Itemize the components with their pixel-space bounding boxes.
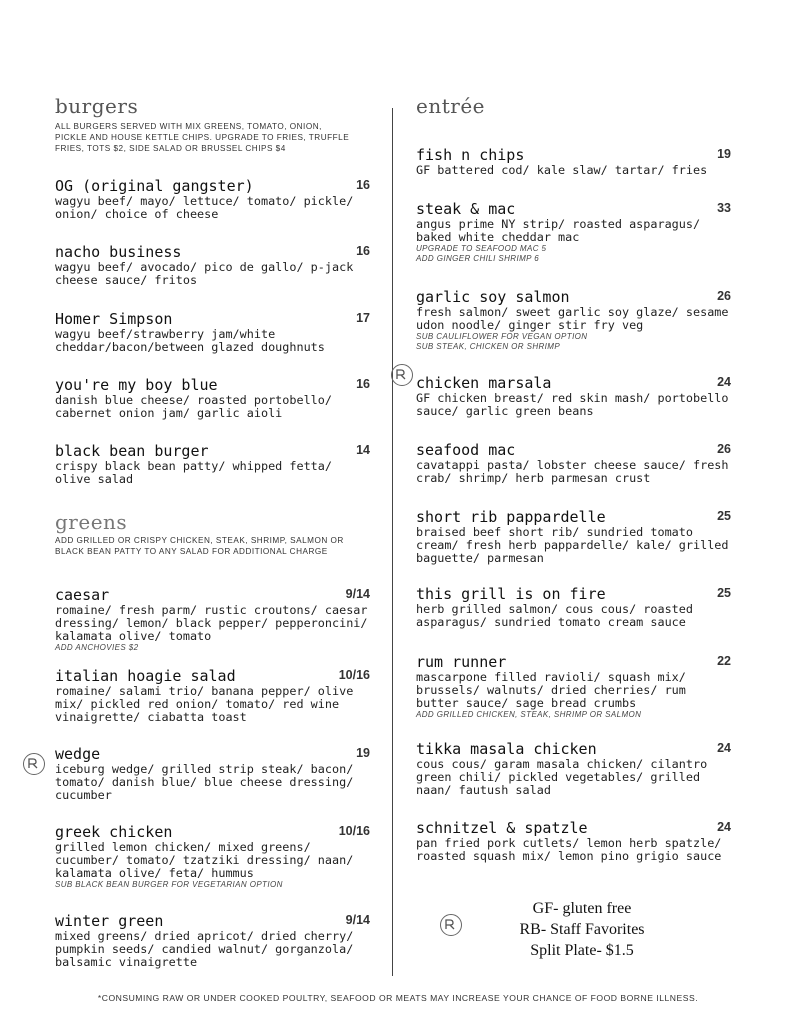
entree-title: entrée <box>416 94 485 118</box>
item-name: short rib pappardelle <box>416 508 606 526</box>
menu-item <box>416 441 731 485</box>
legend-rb: RB- Staff Favorites <box>519 921 645 938</box>
item-desc: cous cous/ garam masala chicken/ cilantro green chili/ pickled vegetables/ grilled naan/ fautush salad <box>416 757 708 797</box>
item-price: 24 <box>717 820 731 834</box>
item-desc: wagyu beef/strawberry jam/white cheddar/bacon/between glazed doughnuts <box>55 327 325 354</box>
menu-item <box>55 823 370 890</box>
menu-item <box>416 653 731 720</box>
item-note: SUB CAULIFLOWER FOR VEGAN OPTION <box>416 332 588 341</box>
item-name: tikka masala chicken <box>416 740 597 758</box>
menu-item <box>416 585 731 629</box>
legend-split-plate: Split Plate- $1.5 <box>530 942 634 959</box>
item-note: UPGRADE TO SEAFOOD MAC 5 <box>416 244 547 253</box>
item-name: schnitzel & spatzle <box>416 819 588 837</box>
item-desc: wagyu beef/ avocado/ pico de gallo/ p-jack cheese sauce/ fritos <box>55 260 354 287</box>
rb-staff-favorite-icon <box>23 753 45 775</box>
item-desc: braised beef short rib/ sundried tomato cream/ fresh herb pappardelle/ kale/ grilled baguette/ parmesan <box>416 525 729 565</box>
item-price: 10/16 <box>338 824 370 838</box>
item-desc: cavatappi pasta/ lobster cheese sauce/ fresh crab/ shrimp/ herb parmesan crust <box>416 458 729 485</box>
item-desc: mixed greens/ dried apricot/ dried cherry/ pumpkin seeds/ candied walnut/ gorganzola/ balsamic vinaigrette <box>55 929 354 969</box>
menu-item <box>416 819 731 863</box>
menu-item <box>55 912 370 969</box>
item-price: 25 <box>717 586 731 600</box>
item-price: 17 <box>356 311 370 325</box>
rb-staff-favorite-icon <box>440 914 462 936</box>
item-price: 19 <box>356 746 370 760</box>
menu-item <box>55 376 370 420</box>
menu-item <box>55 177 370 221</box>
disclaimer-footer: *CONSUMING RAW OR UNDER COOKED POULTRY, SEAFOOD OR MEATS MAY INCREASE YOUR CHANCE OF FOOD BORNE ILLNESS. <box>97 993 699 1003</box>
item-price: 33 <box>717 201 731 215</box>
menu-item <box>55 442 370 486</box>
item-name: OG (original gangster) <box>55 177 254 195</box>
item-name: fish n chips <box>416 146 525 164</box>
greens-title: greens <box>55 510 128 534</box>
item-price: 24 <box>717 741 731 755</box>
item-name: steak & mac <box>416 200 516 218</box>
item-name: caesar <box>55 586 110 604</box>
item-name: this grill is on fire <box>416 585 606 603</box>
menu-item <box>55 745 370 802</box>
item-name: rum runner <box>416 653 507 671</box>
item-desc: mascarpone filled ravioli/ squash mix/ brussels/ walnuts/ dried cherries/ rum butter sauce/ sage bread crumbs <box>416 670 686 710</box>
item-price: 25 <box>717 509 731 523</box>
item-desc: pan fried pork cutlets/ lemon herb spatzle/ roasted squash mix/ lemon pino grigio sauce <box>416 836 722 863</box>
item-desc: crispy black bean patty/ whipped fetta/ olive salad <box>55 459 332 486</box>
item-price: 9/14 <box>345 587 370 601</box>
item-name: winter green <box>55 912 164 930</box>
item-name: italian hoagie salad <box>55 667 236 685</box>
item-name: Homer Simpson <box>55 310 173 328</box>
item-price: 16 <box>356 244 370 258</box>
item-name: black bean burger <box>55 442 209 460</box>
item-name: garlic soy salmon <box>416 288 570 306</box>
menu-item <box>416 200 731 264</box>
item-desc: romaine/ fresh parm/ rustic croutons/ caesar dressing/ lemon/ black pepper/ pepperoncini/ kalamata olive/ tomato <box>55 603 368 643</box>
item-desc: wagyu beef/ mayo/ lettuce/ tomato/ pickle/ onion/ choice of cheese <box>55 194 354 221</box>
item-price: 24 <box>717 375 731 389</box>
greens-note: ADD GRILLED OR CRISPY CHICKEN, STEAK, SHRIMP, SALMON OR BLACK BEAN PATTY TO ANY SALAD FOR ADDITIONAL CHARGE <box>55 536 344 556</box>
menu-item <box>55 243 370 287</box>
item-price: 14 <box>356 443 370 457</box>
item-desc: GF battered cod/ kale slaw/ tartar/ fries <box>416 163 708 177</box>
burgers-title: burgers <box>55 94 139 118</box>
item-name: you're my boy blue <box>55 376 218 394</box>
column-divider <box>392 108 393 976</box>
menu-item <box>416 508 731 565</box>
item-price: 10/16 <box>338 668 370 682</box>
menu-item <box>55 667 370 724</box>
menu-item <box>416 288 731 352</box>
item-price: 9/14 <box>345 913 370 927</box>
menu-item <box>55 586 370 653</box>
item-note: ADD ANCHOVIES $2 <box>55 643 139 652</box>
item-desc: fresh salmon/ sweet garlic soy glaze/ sesame udon noodle/ ginger stir fry veg <box>416 305 729 332</box>
menu-item <box>416 374 731 418</box>
item-desc: danish blue cheese/ roasted portobello/ cabernet onion jam/ garlic aioli <box>55 393 332 420</box>
rb-staff-favorite-icon <box>391 364 413 386</box>
item-price: 16 <box>356 377 370 391</box>
menu-item <box>55 310 370 354</box>
item-desc: grilled lemon chicken/ mixed greens/ cucumber/ tomato/ tzatziki dressing/ naan/ kalamata olive/ feta/ hummus <box>55 840 354 880</box>
item-note: ADD GRILLED CHICKEN, STEAK, SHRIMP OR SALMON <box>416 710 642 719</box>
item-name: seafood mac <box>416 441 516 459</box>
legend <box>472 898 692 961</box>
item-desc: GF chicken breast/ red skin mash/ portobello sauce/ garlic green beans <box>416 391 729 418</box>
legend-gf: GF- gluten free <box>532 900 632 917</box>
item-note: ADD GINGER CHILI SHRIMP 6 <box>416 254 540 263</box>
menu-item <box>416 740 731 797</box>
item-name: greek chicken <box>55 823 173 841</box>
item-price: 16 <box>356 178 370 192</box>
item-desc: iceburg wedge/ grilled strip steak/ bacon/ tomato/ danish blue/ blue cheese dressing/ cucumber <box>55 762 354 802</box>
item-price: 19 <box>717 147 731 161</box>
item-name: chicken marsala <box>416 374 552 392</box>
item-name: wedge <box>55 745 101 763</box>
menu-item <box>416 146 731 177</box>
item-note: SUB STEAK, CHICKEN OR SHRIMP <box>416 342 561 351</box>
item-name: nacho business <box>55 243 182 261</box>
item-desc: romaine/ salami trio/ banana pepper/ olive mix/ pickled red onion/ tomato/ red wine vinaigrette/ ciabatta toast <box>55 684 354 724</box>
burgers-note: ALL BURGERS SERVED WITH MIX GREENS, TOMATO, ONION, PICKLE AND HOUSE KETTLE CHIPS. UPGRADE TO FRIES, TRUFFLE FRIES, TOTS $2, SIDE SALAD OR BRUSSEL CHIPS $4 <box>55 122 350 153</box>
item-desc: herb grilled salmon/ cous cous/ roasted asparagus/ sundried tomato cream sauce <box>416 602 693 629</box>
item-note: SUB BLACK BEAN BURGER FOR VEGETARIAN OPTION <box>55 880 283 889</box>
item-price: 26 <box>717 442 731 456</box>
item-desc: angus prime NY strip/ roasted asparagus/ baked white cheddar mac <box>416 217 701 244</box>
item-price: 22 <box>717 654 731 668</box>
item-price: 26 <box>717 289 731 303</box>
